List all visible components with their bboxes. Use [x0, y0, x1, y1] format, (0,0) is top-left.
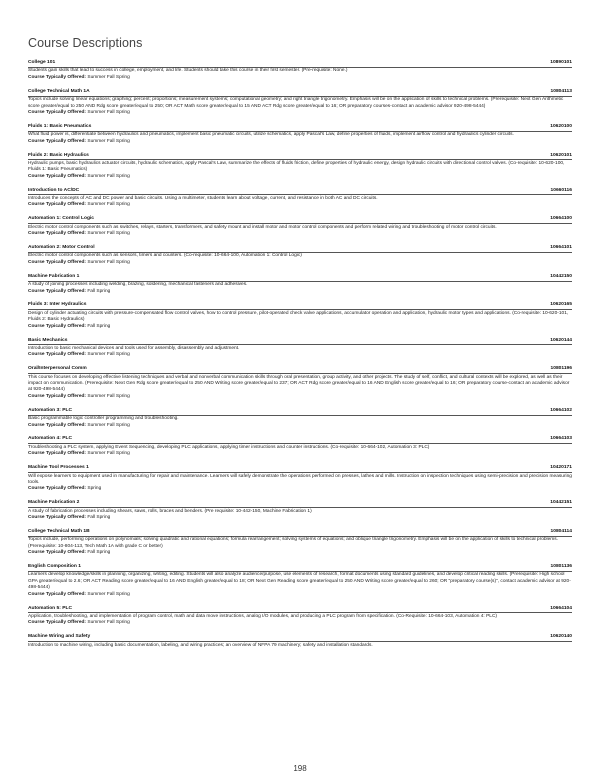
offered-label: Course Typically Offered: — [28, 515, 87, 521]
offered-terms: Summer Fall Spring — [87, 422, 130, 428]
course-entry — [28, 60, 572, 81]
course-header — [28, 245, 572, 253]
course-title: College 101 — [28, 60, 56, 65]
offered-terms: Summer Fall Spring — [87, 352, 130, 358]
course-entry — [28, 188, 572, 209]
course-title: Automation 4: PLC — [28, 436, 73, 442]
course-offered — [28, 202, 572, 208]
course-offered — [28, 289, 572, 295]
course-code: 10620144 — [550, 337, 572, 343]
course-entry — [28, 564, 572, 598]
offered-terms: Summer Fall Spring — [87, 202, 130, 208]
course-offered — [28, 231, 572, 237]
offered-label: Course Typically Offered: — [28, 173, 87, 179]
course-header — [28, 274, 572, 282]
course-entry — [28, 274, 572, 295]
offered-label: Course Typically Offered: — [28, 352, 87, 358]
course-code: 10620101 — [550, 152, 572, 158]
course-entry — [28, 216, 572, 237]
course-header — [28, 436, 572, 444]
course-list — [28, 60, 572, 649]
offered-terms: Summer Fall Spring — [87, 74, 130, 80]
course-header — [28, 606, 572, 614]
course-offered — [28, 260, 572, 266]
course-header — [28, 89, 572, 97]
course-offered — [28, 75, 572, 81]
course-offered — [28, 324, 572, 330]
course-description: Troubleshooting a PLC system, applying Event Sequencing, developing PLC applications, applying timer instructions and counter instructions. (Co-requisite: 10-664-102, Automation 3: PLC) — [28, 444, 430, 450]
course-code: 10801196 — [550, 366, 572, 372]
course-entry — [28, 436, 572, 457]
course-title: Fluids 3: Inter Hydraulics — [28, 302, 87, 308]
offered-label: Course Typically Offered: — [28, 451, 87, 457]
offered-terms: Summer Fall Spring — [87, 173, 130, 179]
offered-label: Course Typically Offered: — [28, 486, 87, 492]
course-description: Introduction to machine wiring, including basic documentation, labeling, and wiring practices; an overview of NFPA 79 machinery; safety and installation standards. — [28, 642, 373, 648]
course-code: 10620165 — [550, 302, 572, 308]
course-title: Automation 3: PLC — [28, 407, 73, 413]
course-code: 10890101 — [550, 60, 572, 65]
offered-label: Course Typically Offered: — [28, 259, 87, 265]
offered-label: Course Typically Offered: — [28, 231, 87, 237]
course-offered — [28, 423, 572, 429]
course-description: Hydraulic pumps, basic hydraulics actuator circuits, hydraulic schematics, apply Pascal's Law, summarize the effects of fluids friction, define properties of hydraulic energy, design hydraulic circuits with directional control valves. (Co-requisite: 10-620-100, Fluids 1: Basic Pneumatics) — [28, 160, 565, 173]
offered-terms: Summer Fall Spring — [87, 620, 130, 626]
course-title: Fluids 1: Basic Pneumatics — [28, 123, 92, 129]
course-description: Electric motor control components such as switches, relays, starters, transformers, and safety mount and install motor and motor control components and perform related wiring and troubleshooting of motor control circuits. — [28, 224, 497, 230]
course-title: Machine Fabrication 1 — [28, 273, 80, 279]
course-description: A study of fabrication processes including shears, saws, rolls, braces and benders. (Pre requisite: 10-442-150, Machine Fabrication 1) — [28, 508, 312, 514]
offered-label: Course Typically Offered: — [28, 288, 87, 294]
course-offered — [28, 174, 572, 180]
course-title: Machine Wiring and Safety — [28, 634, 91, 640]
course-offered — [28, 394, 572, 400]
offered-label: Course Typically Offered: — [28, 550, 87, 556]
course-code: 10620100 — [550, 123, 572, 129]
course-header — [28, 124, 572, 132]
course-entry — [28, 634, 572, 649]
course-description: Will expose learners to equipment used in manufacturing for repair and maintenance. Learners will safely demonstrate the operations performed on presses, lathes and mills. Instruction on inspection techniques using semi-precision and precision measuring tools. — [28, 473, 572, 485]
course-entry — [28, 302, 572, 330]
course-header — [28, 366, 572, 374]
offered-label: Course Typically Offered: — [28, 109, 87, 115]
course-description: Application, troubleshooting, and implementation of program control, math and data move instructions, analog I/O modules, and producing a PLC program from specification. (Co-Requisite: 10-664-103, Automation 4: PLC) — [28, 614, 498, 619]
offered-terms: Summer Fall Spring — [87, 231, 130, 237]
course-code: 10804114 — [550, 528, 572, 534]
course-title: Basic Mechanics — [28, 337, 68, 343]
course-code: 10660116 — [550, 187, 572, 193]
course-description: Topics include solving linear equations; graphing; percent; proportions; measurement systems; computational geometry; and right triangle trigonometry. Emphasis will be on the application of skills to technical problems. (Prerequisite: Next Gen Arithmetic score greater/equal to 250 AND Rdg score greater/equal to 250; OR ACT Math score greater/equal to 15 AND ACT Rdg score greater/equal to 16; OR preparatory courses-contact an academic advisor 920-498-5444) — [28, 97, 564, 109]
course-title: Introduction to AC/DC — [28, 187, 80, 193]
course-offered — [28, 451, 572, 457]
course-entry — [28, 500, 572, 521]
course-entry — [28, 153, 572, 181]
course-title: College Technical Math 1B — [28, 528, 90, 534]
course-title: College Technical Math 1A — [28, 88, 90, 94]
course-header — [28, 188, 572, 196]
course-title: Fluids 2: Basic Hydraulics — [28, 152, 89, 158]
course-code: 10420171 — [550, 465, 572, 471]
offered-terms: Fall Spring — [87, 288, 111, 294]
course-code: 10442150 — [550, 273, 572, 279]
course-title: Machine Fabrication 2 — [28, 500, 80, 506]
offered-label: Course Typically Offered: — [28, 138, 87, 144]
course-description: Design of cylinder actuating circuits with pressure-compensated flow control valves, how to control pressure, pilot-operated check valve applications, accumulator operation and application, hydraulic motor types and applications. (Co-requisite: 10-620-101, Fluids 2: Basic Hydraulics) — [28, 310, 569, 323]
course-title: Machine Tool Processes 1 — [28, 465, 89, 471]
course-code: 10664104 — [550, 605, 572, 611]
course-header — [28, 529, 572, 537]
course-title: English Composition 1 — [28, 564, 81, 570]
offered-terms: Summer Fall Spring — [87, 138, 130, 144]
offered-terms: Fall Spring — [87, 515, 111, 521]
course-code: 10664101 — [550, 245, 572, 251]
course-offered — [28, 620, 572, 626]
course-title: Automation 2: Motor Control — [28, 245, 95, 251]
course-offered — [28, 352, 572, 358]
course-entry — [28, 245, 572, 266]
offered-terms: Summer Fall Spring — [87, 451, 130, 457]
course-title: Automation 5: PLC — [28, 605, 73, 611]
course-code: 10664100 — [550, 216, 572, 222]
page-number: 198 — [293, 764, 307, 773]
course-description: Introduction to basic mechanical devices and tools used for assembly, disassembly and adjustment. — [28, 345, 240, 351]
page-heading: Course Descriptions — [28, 36, 143, 50]
course-offered — [28, 550, 572, 556]
course-description: Learners develop knowledge/skills in planning, organizing, writing, editing. Students will also analyze audience/purpose, use elements of research, format documents using standard guidelines, and develop critical reading skills. (Prerequisite: High school GPA greater/equal to 2.6; OR ACT Reading score greater/equal to 16 AND English greater/equal to 18; OR Next Gen Reading score greater/equal to 250 AND Writing score greater/equal to 260; OR "preparatory course(s)", contact academic advisor at 920-498-5444) — [28, 572, 571, 591]
offered-label: Course Typically Offered: — [28, 393, 87, 399]
course-code: 10801136 — [550, 564, 572, 570]
course-entry — [28, 89, 572, 117]
course-description: Students gain skills that lead to success in college, employment, and life. Students should take this course in their first semester. (Pre-requisite: None.) — [28, 68, 348, 74]
course-offered — [28, 110, 572, 116]
course-entry — [28, 408, 572, 429]
course-header — [28, 60, 572, 68]
offered-terms: Summer Fall Spring — [87, 259, 130, 265]
offered-label: Course Typically Offered: — [28, 422, 87, 428]
course-entry — [28, 606, 572, 627]
course-entry — [28, 465, 572, 493]
course-title: Automation 1: Control Logic — [28, 216, 95, 222]
course-header — [28, 338, 572, 346]
course-code: 10804113 — [550, 88, 572, 94]
course-offered — [28, 139, 572, 145]
offered-label: Course Typically Offered: — [28, 323, 87, 329]
course-offered — [28, 486, 572, 492]
course-header — [28, 302, 572, 310]
course-header — [28, 564, 572, 572]
offered-label: Course Typically Offered: — [28, 74, 87, 80]
offered-terms: Spring — [87, 486, 102, 492]
course-description: Topics include, performing operations on polynomials; solving quadratic and rational equations; formula rearrangement; solving systems of equations; and oblique triangle trigonometry. Emphasis will be on the application of skills to technical problems. (Prerequisite: 10-804-113, Tech Math 1A with grade C or better) — [28, 537, 558, 549]
course-code: 10620140 — [550, 634, 572, 640]
course-header — [28, 500, 572, 508]
course-header — [28, 408, 572, 416]
offered-label: Course Typically Offered: — [28, 202, 87, 208]
course-description: What fluid power is, differentiate between hydraulics and pneumatics, implement basic pneumatic circuits, utilize schematics, apply Pascal's Law, define properties of fluids, implement airflow control and hydraulics cylinder circuits. — [28, 132, 514, 138]
offered-terms: Fall Spring — [87, 550, 111, 556]
course-entry — [28, 338, 572, 359]
course-description: Basic programmable logic controller programming and troubleshooting. — [28, 416, 179, 422]
offered-terms: Fall Spring — [87, 323, 111, 329]
offered-terms: Summer Fall Spring — [87, 393, 130, 399]
course-title: Oral/Interpersonal Comm — [28, 366, 87, 372]
course-description: Introduces the concepts of AC and DC power and basic circuits. Using a multimeter, students learn about voltage, current, and resistance in both AC and DC circuits. — [28, 196, 378, 202]
course-header — [28, 634, 572, 642]
course-description: Electric motor control components such as sensors, timers and counters. (Co-requisite: 10-664-100, Automation 1: Control Logic) — [28, 253, 302, 259]
course-description: A study of joining processes including welding, brazing, soldering, mechanical fasteners and adhesives. — [28, 282, 248, 288]
offered-label: Course Typically Offered: — [28, 591, 87, 597]
course-offered — [28, 515, 572, 521]
course-code: 10442151 — [550, 500, 572, 506]
course-header — [28, 465, 572, 473]
course-entry — [28, 124, 572, 145]
course-header — [28, 153, 572, 161]
offered-terms: Summer Fall Spring — [87, 591, 130, 597]
course-entry — [28, 366, 572, 400]
offered-terms: Summer Fall Spring — [87, 109, 130, 115]
course-description: This course focuses on developing effective listening techniques and verbal and nonverbal communication skills through oral presentation, group activity, and other projects. The study of self, conflict, and cultural contexts will be explored, as well as their impact on communication. (Prerequisite: Next Gen Rdg score greater/equal to 250 AND Writing score greater/equal to 237; OR ACT Rdg score greater/equal to 16 AND English score greater/equal to 16; OR preparatory course-contact an academic advisor at 920-498-5444) — [28, 374, 570, 393]
offered-label: Course Typically Offered: — [28, 620, 87, 626]
course-code: 10664103 — [550, 436, 572, 442]
course-entry — [28, 529, 572, 557]
course-code: 10664102 — [550, 407, 572, 413]
course-header — [28, 216, 572, 224]
course-offered — [28, 592, 572, 598]
